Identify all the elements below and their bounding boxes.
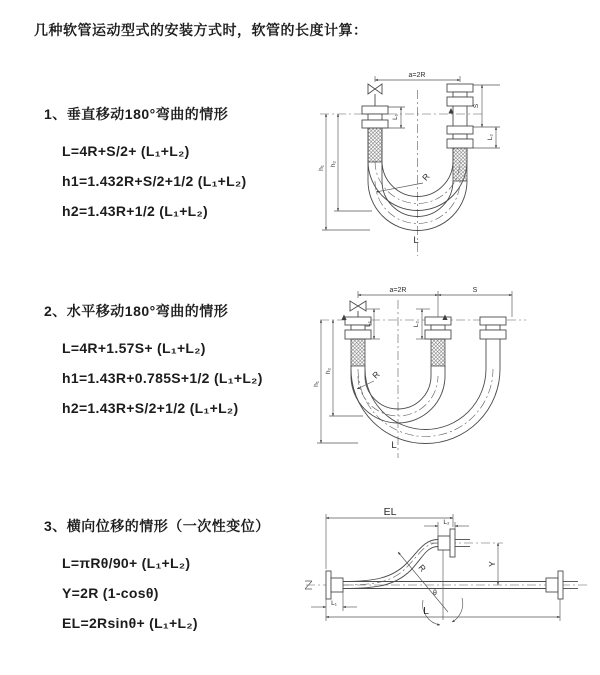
dim-label-l2: L₂ — [487, 133, 494, 141]
section-1-heading: 1、垂直移动180°弯曲的情形 — [44, 106, 229, 122]
diagram-lateral-displacement — [298, 494, 598, 648]
dim-label-length: L — [413, 235, 419, 246]
dim-label-l1: L₁ — [365, 321, 372, 327]
formula-y: Y=2R (1-cosθ) — [62, 585, 159, 601]
dim-label-length: L — [391, 440, 397, 451]
dim-label-r: R — [420, 171, 432, 183]
section-2 — [44, 301, 263, 423]
diagram-horizontal-180-bend — [308, 276, 570, 472]
dimensions — [313, 287, 512, 451]
dimensions — [311, 506, 560, 625]
dim-label-s: S — [472, 287, 478, 294]
dim-label-length: L — [423, 605, 429, 617]
formula-l: L=4R+1.57S+ (L₁+L₂) — [62, 340, 206, 356]
dim-label-h2: h₂ — [330, 160, 337, 168]
formula-h2: h2=1.43R+S/2+1/2 (L₁+L₂) — [62, 400, 239, 416]
left-flange — [326, 571, 343, 599]
formula-l: L=πRθ/90+ (L₁+L₂) — [62, 555, 191, 571]
valve-icon — [350, 301, 366, 317]
right-fitting — [447, 84, 473, 181]
dim-label-h1: h₁ — [313, 381, 320, 387]
right-fitting — [480, 317, 506, 339]
dim-label-el: EL — [383, 506, 397, 518]
formula-h1: h1=1.43R+0.785S+1/2 (L₁+L₂) — [62, 370, 263, 386]
formula-h2: h2=1.43R+1/2 (L₁+L₂) — [62, 203, 209, 219]
dim-label-l2: L₂ — [443, 519, 450, 526]
dim-label-h1: h₁ — [318, 165, 325, 171]
dim-label-l1: L₁ — [331, 600, 337, 607]
dim-label-span: a=2R — [389, 287, 407, 294]
formula-el: EL=2Rsinθ+ (L₁+L₂) — [62, 615, 198, 631]
section-2-heading: 2、水平移动180°弯曲的情形 — [44, 303, 229, 319]
middle-fitting — [425, 317, 451, 366]
dim-label-y: Y — [487, 561, 497, 567]
hose-arcs — [351, 339, 500, 444]
page-title: 几种软管运动型式的安装方式时，软管的长度计算： — [34, 22, 368, 38]
formula-l: L=4R+S/2+ (L₁+L₂) — [62, 143, 190, 159]
section-1 — [44, 104, 247, 226]
dim-label-l2: L₂ — [413, 320, 420, 328]
section-3-heading: 3、横向位移的情形（一次性变位） — [44, 518, 270, 534]
dim-label-r: R — [416, 562, 429, 574]
diagram-vertical-180-bend — [310, 66, 565, 262]
dim-label-s: S — [473, 103, 480, 109]
section-3 — [44, 516, 270, 638]
dim-label-l1: L₁ — [392, 114, 399, 120]
dim-label-span: a=2R — [408, 72, 426, 79]
dim-label-r: R — [370, 369, 382, 381]
dim-label-h2: h₂ — [325, 367, 332, 375]
dim-label-theta: θ — [433, 590, 437, 597]
left-fitting — [362, 106, 388, 162]
formula-h1: h1=1.432R+S/2+1/2 (L₁+L₂) — [62, 173, 247, 189]
valve-icon — [368, 84, 382, 106]
